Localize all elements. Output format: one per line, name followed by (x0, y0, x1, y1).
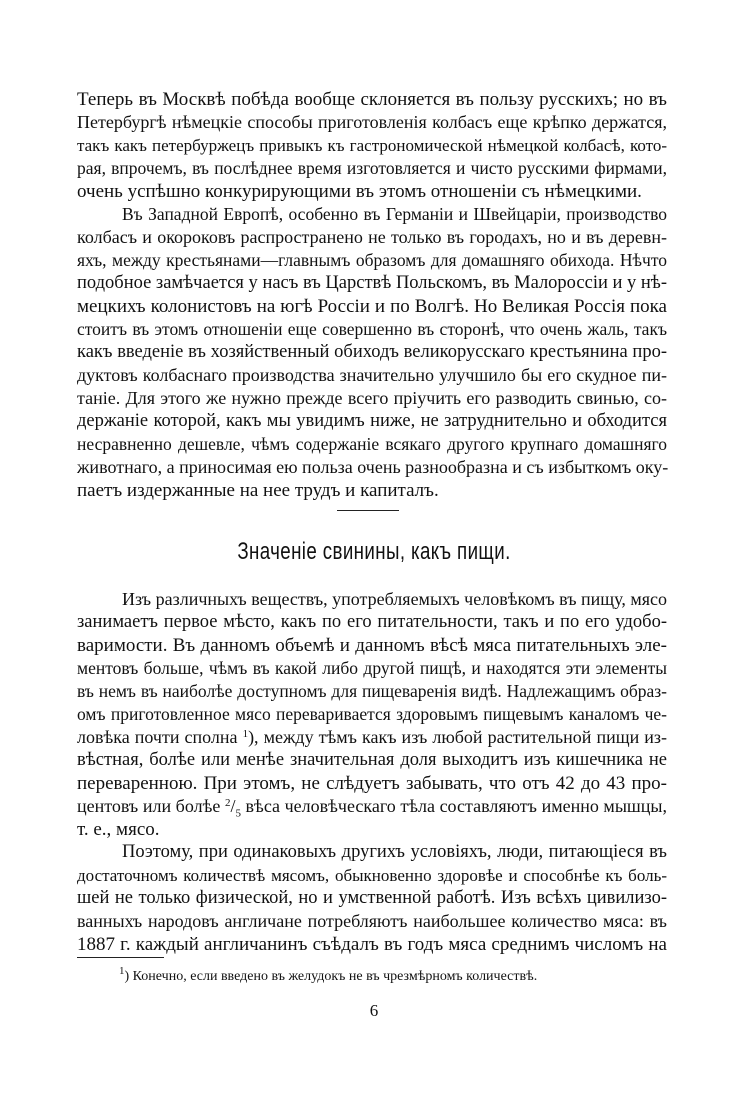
paragraph-3-line: омъ приготовленное мясо переваривается здоровымъ пищевымъ каналомъ че- (77, 704, 667, 724)
paragraph-2-line: подобное замѣчается у насъ въ Царствѣ Польскомъ, въ Малороссіи и у нѣ- (77, 273, 667, 293)
fraction-denominator: 5 (235, 807, 241, 820)
paragraph-2-line: несравненно дешевле, чѣмъ содержаніе всякаго другого крупнаго домашняго (77, 434, 667, 454)
footnote-reference: 1 (242, 728, 249, 740)
line-text: вѣса человѣческаго тѣла составляютъ именно мышцы, (240, 796, 668, 816)
section-heading: Значеніе свинины, какъ пищи. (237, 538, 511, 565)
footnote-marker: 1 (119, 965, 125, 977)
line-text: центовъ или болѣе (77, 796, 221, 816)
paragraph-3-line: центовъ или болѣе $^2/_5$ вѣса человѣческаго тѣла составляютъ именно мышцы, (77, 796, 668, 820)
line-text: ловѣка почти сполна (77, 727, 238, 747)
paragraph-2-line: стоитъ въ этомъ отношеніи еще совершенно въ сторонѣ, что очень жаль, такъ (77, 319, 667, 339)
footnote (119, 965, 538, 986)
paragraph-2-line: яхъ, между крестьянами—главнымъ образомъ для домашняго обихода. Нѣчто (77, 250, 667, 270)
page-number: 6 (369, 1001, 379, 1020)
paragraph-2-line: Въ Западной Европѣ, особенно въ Германіи и Швейцаріи, производство (122, 204, 667, 224)
paragraph-3-line: т. е., мясо. (77, 819, 160, 840)
paragraph-2-line: держаніе которой, какъ мы увидимъ ниже, не затруднительно и обходится (77, 411, 667, 431)
paragraph-3-line: переваренною. При этомъ, не слѣдуетъ забывать, что отъ 42 до 43 про- (77, 773, 667, 794)
paragraph-4-line: достаточномъ количествѣ мясомъ, обыкновенно здоровѣе и способнѣе къ боль- (77, 866, 667, 885)
fraction-numerator: 2 (224, 797, 231, 809)
paragraph-3-line: ментовъ больше, чѣмъ въ какой либо другой пищѣ, и находятся эти элементы (77, 658, 667, 678)
paragraph-2-line: таніе. Для этого же нужно прежде всего пріучить его разводить свинью, со- (77, 388, 667, 408)
paragraph-3-line: занимаетъ первое мѣсто, какъ по его питательности, такъ и по его удобо- (77, 612, 667, 632)
paragraph-3-line: варимости. Въ данномъ объемѣ и данномъ вѣсѣ мяса питательныхъ эле- (77, 635, 667, 656)
paragraph-1-line: такъ какъ петербуржецъ привыкъ къ гастрономической нѣмецкой колбасѣ, кото- (77, 136, 667, 155)
paragraph-2-line: паетъ издержанные на нее трудъ и капиталъ. (77, 480, 439, 501)
paragraph-2-line: животнаго, а приносимая ею польза очень разнообразна и съ избыткомъ оку- (77, 457, 669, 477)
paragraph-1-line: очень успѣшно конкурирующими въ этомъ отношеніи съ нѣмецкими. (77, 181, 642, 202)
paragraph-3-line: Изъ различныхъ веществъ, употребляемыхъ человѣкомъ въ пищу, мясо (122, 589, 667, 609)
paragraph-3-line: въ немъ въ наиболѣе доступномъ для пищеваренія видѣ. Надлежащимъ образ- (77, 681, 667, 701)
paragraph-3-line: вѣстная, болѣе или менѣе значительная доля выходитъ изъ кишечника не (77, 750, 667, 770)
paragraph-4-line: 1887 г. каждый англичанинъ съѣдалъ въ годъ мяса среднимъ числомъ на (77, 934, 667, 955)
paragraph-1-line: Петербургѣ нѣмецкіе способы приготовленія колбасъ еще крѣпко держатся, (77, 112, 667, 132)
footnote-text: ) Конечно, если введено въ желудокъ не въ чрезмѣрномъ количествѣ. (124, 969, 538, 984)
paragraph-4-line: Поэтому, при одинаковыхъ другихъ условіяхъ, люди, питающіеся въ (122, 842, 667, 862)
paragraph-1-line: Теперь въ Москвѣ побѣда вообще склоняется въ пользу русскихъ; но въ (77, 89, 667, 110)
paragraph-3-line (77, 726, 667, 749)
paragraph-4-line: шей не только физической, но и умственной работѣ. Изъ всѣхъ цивилизо- (77, 888, 667, 908)
paragraph-2-line: мецкихъ колонистовъ на югѣ Россіи и по Волгѣ. Но Великая Россія пока (77, 296, 667, 317)
footnote-divider (77, 957, 164, 958)
section-divider (337, 510, 399, 511)
paragraph-2-line: колбасъ и окороковъ распространено не только въ городахъ, но и въ деревн- (77, 227, 667, 247)
paragraph-2-line: дуктовъ колбаснаго производства значительно улучшило бы его скудное пи- (77, 365, 667, 385)
line-text: ), между тѣмъ какъ изъ любой растительной пищи из- (248, 727, 667, 747)
paragraph-1-line: рая, впрочемъ, въ послѣднее время изготовляется и чисто русскими фирмами, (77, 158, 667, 178)
paragraph-4-line: ванныхъ народовъ англичане потребляютъ наибольшее количество мяса: въ (77, 911, 667, 931)
paragraph-2-line: какъ введеніе въ хозяйственный обиходъ великорусскаго крестьянина про- (77, 342, 667, 362)
